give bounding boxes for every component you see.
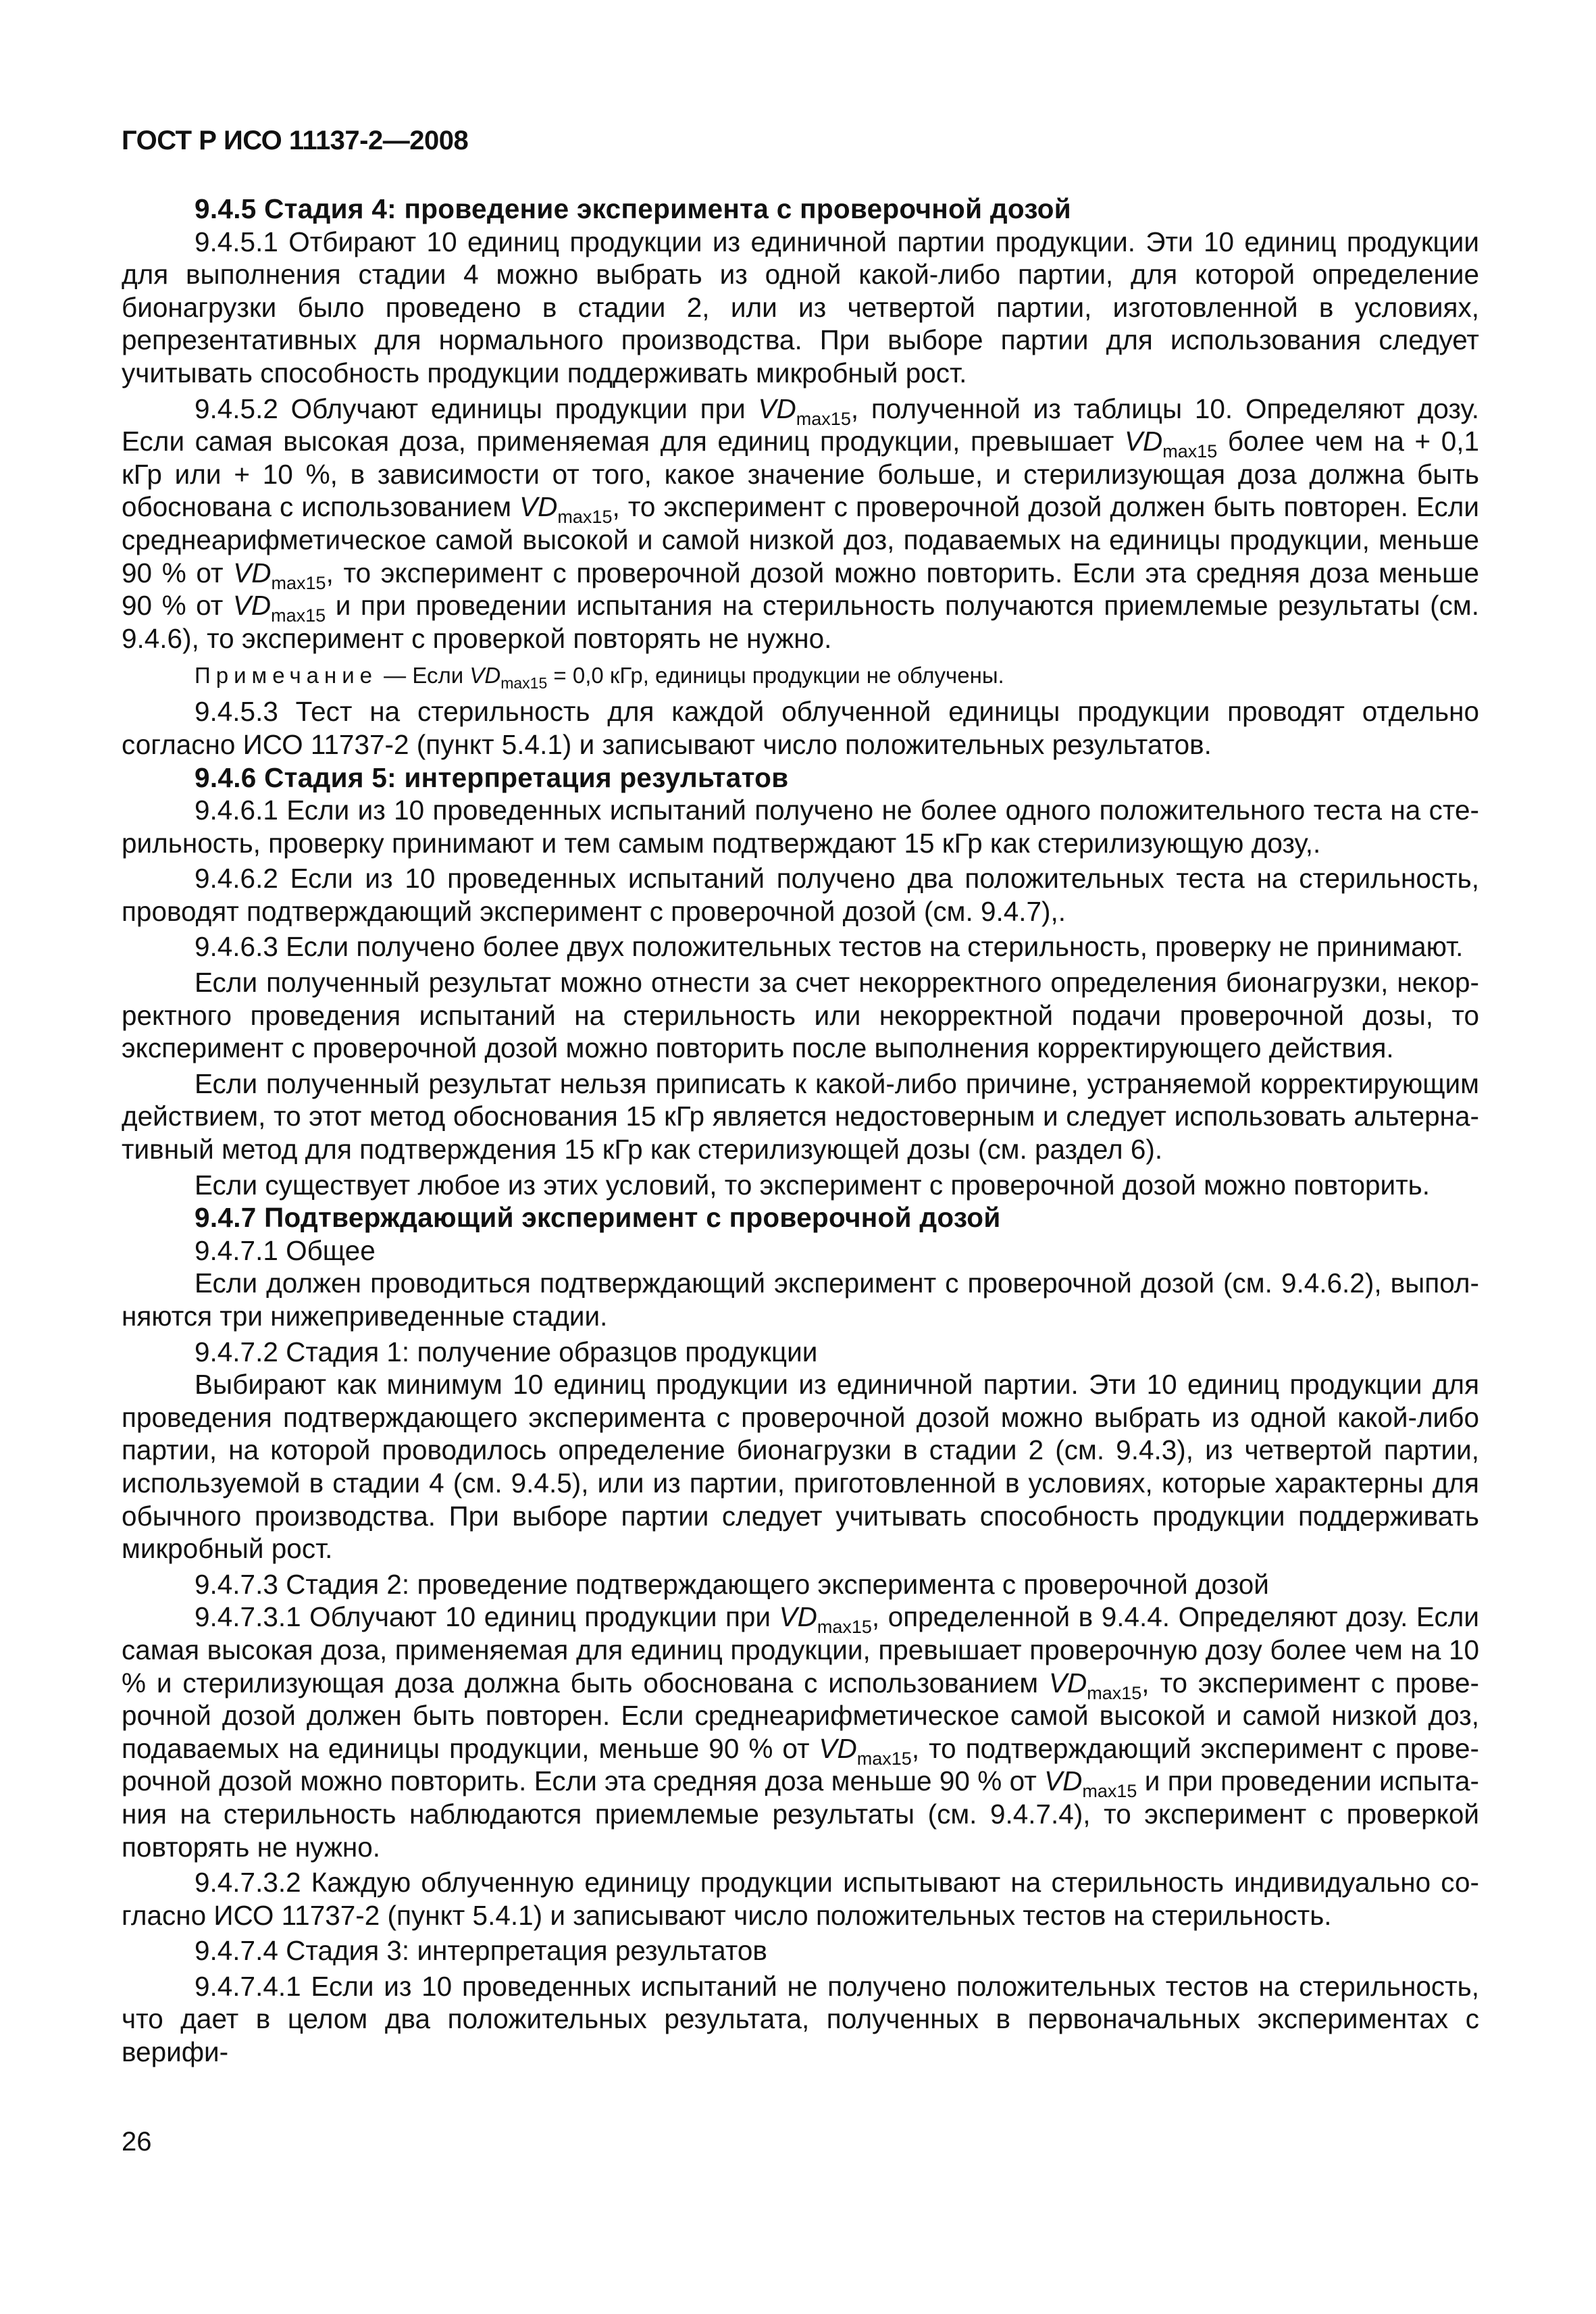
vd-symbol: VD	[819, 1732, 857, 1764]
note-label: Примечание	[195, 663, 378, 688]
vd-subscript: max15	[856, 1748, 912, 1769]
text-fragment: , полученной из таблицы 10. Определяют дозу. Если самая высокая доза, применяемая для единиц продукции, превышает	[122, 393, 1479, 457]
text-fragment: , то эксперимент с проверочной дозой можно повторить. Если эта средняя доза меньше 90 % от	[122, 557, 1479, 622]
vd-symbol: VD	[1044, 1765, 1083, 1797]
paragraph-9-4-6-extra-3: Если существует любое из этих условий, то эксперимент с проверочной дозой можно повторить.	[195, 1169, 1431, 1201]
vd-symbol: VD	[779, 1601, 817, 1633]
section-heading-9-4-6: 9.4.6 Стадия 5: интерпретация результатов	[195, 761, 789, 793]
paragraph-9-4-7-3-1	[122, 1601, 1479, 1863]
vd-symbol: VD	[519, 491, 558, 523]
text-fragment: , то подтверждающий эксперимент с проверочной дозой можно повторить. Если эта средняя доза меньше 90 % от	[122, 1732, 1479, 1797]
vd-symbol: VD	[232, 590, 272, 622]
vd-subscript: max15	[500, 674, 548, 693]
vd-symbol: VD	[1048, 1667, 1087, 1699]
paragraph-9-4-5-1: 9.4.5.1 Отбирают 10 единиц продукции из единичной партии продукции. Эти 10 единиц продукции для выполнения стадии 4 можно выбрать из одной какой-либо партии, для которой определение бионагрузки было проведено в стадии 2, или из четвертой партии, изготовленной в условиях, репрезентативных для нормального производства. При выборе партии для использования следует учитывать способность продукции поддерживать микробный рост.	[122, 226, 1479, 388]
text-fragment: 9.4.5.2 Облучают единицы продукции при	[195, 393, 758, 424]
paragraph-9-4-7-2-text: Выбирают как минимум 10 единиц продукции из единичной партии. Эти 10 единиц продукции для проведения подтверждающего эксперимента с проверочной дозой можно выбрать из одной какой-либо партии, на которой проводилось определение бионагрузки в стадии 2 (см. 9.4.3), из четвертой партии, используемой в стадии 4 (см. 9.4.5), или из партии, приготовленной в условиях, которые характерны для обычного производства. При выборе партии следует учитывать способность продукции поддерживать микробный рост.	[122, 1369, 1479, 1565]
vd-subscript: max15	[557, 507, 613, 528]
vd-subscript: max15	[796, 408, 851, 429]
document-body	[122, 193, 1479, 2069]
paragraph-9-4-5-3: 9.4.5.3 Тест на стерильность для каждой облученной единицы продукции проводят отдельно согласно ИСО 11737-2 (пункт 5.4.1) и записывают число положительных результатов.	[122, 696, 1479, 760]
text-fragment: 9.4.7.3.1 Облучают 10 единиц продукции при	[195, 1601, 779, 1633]
vd-symbol: VD	[1124, 426, 1163, 457]
subheading-9-4-7-2: 9.4.7.2 Стадия 1: получение образцов продукции	[195, 1336, 818, 1367]
paragraph-9-4-7-1-text: Если должен проводиться подтверждающий эксперимент с проверочной дозой (см. 9.4.6.2), выполняются три нижеприведенные стадии.	[122, 1267, 1479, 1332]
text-fragment: = 0,0 кГр, единицы продукции не облучены.	[547, 663, 1004, 688]
paragraph-9-4-6-extra-1: Если полученный результат можно отнести за счет некорректного определения бионагрузки, некорректного проведения испытаний на стерильность или некорректной подачи проверочной дозы, то эксперимент с проверочной дозой можно повторить после выполнения корректирующего действия.	[122, 967, 1479, 1064]
vd-subscript: max15	[271, 572, 326, 593]
vd-symbol: VD	[758, 393, 796, 424]
paragraph-9-4-6-3: 9.4.6.3 Если получено более двух положительных тестов на стерильность, проверку не принимают.	[195, 931, 1464, 963]
subheading-9-4-7-4: 9.4.7.4 Стадия 3: интерпретация результатов	[195, 1935, 767, 1967]
section-heading-9-4-7: 9.4.7 Подтверждающий эксперимент с проверочной дозой	[195, 1202, 1001, 1234]
vd-symbol: VD	[233, 557, 272, 588]
paragraph-9-4-7-3-2: 9.4.7.3.2 Каждую облученную единицу продукции испытывают на стерильность индивидуально согласно ИСО 11737-2 (пункт 5.4.1) и записывают число положительных тестов на стерильность.	[122, 1867, 1479, 1931]
vd-subscript: max15	[1082, 1781, 1137, 1802]
text-fragment: более чем на + 0,1 кГр или + 10 %, в зависимости от того, какое значение больше, и стерилизующая доза должна быть обоснована с использованием	[122, 426, 1479, 523]
vd-symbol: VD	[469, 663, 501, 688]
subheading-9-4-7-3: 9.4.7.3 Стадия 2: проведение подтверждающего эксперимента с проверочной дозой	[195, 1568, 1269, 1600]
paragraph-9-4-6-2: 9.4.6.2 Если из 10 проведенных испытаний получено два положительных теста на стерильность, проводят подтверждающий эксперимент с проверочной дозой (см. 9.4.7),.	[122, 863, 1479, 927]
text-fragment: и при проведении испытания на стерильность получаются приемлемые результаты (см. 9.4.6), то эксперимент с проверкой повторять не нужно.	[122, 590, 1480, 654]
paragraph-9-4-6-extra-2: Если полученный результат нельзя приписать к какой-либо причине, устраняемой корректирующим действием, то этот метод обоснования 15 кГр является недостоверным и следует использовать альтернативный метод для подтверждения 15 кГр как стерилизующей дозы (см. раздел 6).	[122, 1067, 1479, 1165]
text-fragment: — Если	[378, 663, 470, 688]
vd-subscript: max15	[271, 605, 326, 626]
vd-subscript: max15	[1162, 441, 1218, 462]
note-paragraph	[122, 660, 1479, 691]
text-fragment: , то эксперимент с проверочной дозой должен быть повторен. Если среднеарифметическое самой высокой и самой низкой доз, подаваемых на единицы продукции, меньше 90 % от	[122, 1667, 1479, 1764]
paragraph-9-4-7-4-1: 9.4.7.4.1 Если из 10 проведенных испытаний не получено положительных тестов на стерильность, что дает в целом два положительных результата, полученных в первоначальных экспериментах с верифи-	[122, 1970, 1479, 2068]
text-fragment: , то эксперимент с проверочной дозой должен быть повторен. Если среднеарифметическое самой высокой и самой низкой доз, подаваемых на единицы продукции, меньше 90 % от	[122, 491, 1479, 588]
text-fragment: , определенной в 9.4.4. Определяют дозу. Если самая высокая доза, применяемая для единиц продукции, превышает проверочную дозу более чем на 10 % и стерилизующая доза должна быть обоснована с использованием	[122, 1601, 1479, 1699]
paragraph-9-4-5-2	[122, 393, 1479, 655]
section-heading-9-4-5: 9.4.5 Стадия 4: проведение эксперимента с проверочной дозой	[195, 193, 1071, 224]
vd-subscript: max15	[1087, 1682, 1142, 1703]
subheading-9-4-7-1: 9.4.7.1 Общее	[195, 1234, 376, 1266]
page-number: 26	[122, 2127, 152, 2157]
paragraph-9-4-6-1: 9.4.6.1 Если из 10 проведенных испытаний получено не более одного положительного теста на стерильность, проверку принимают и тем самым подтверждают 15 кГр как стерилизующую дозу,.	[122, 795, 1479, 859]
vd-subscript: max15	[817, 1617, 872, 1638]
text-fragment: и при проведении испытания на стерильность наблюдаются приемлемые результаты (см. 9.4.7.4), то эксперимент с проверкой повторять не нужно.	[122, 1765, 1479, 1863]
document-header: ГОСТ Р ИСО 11137-2—2008	[122, 126, 469, 155]
